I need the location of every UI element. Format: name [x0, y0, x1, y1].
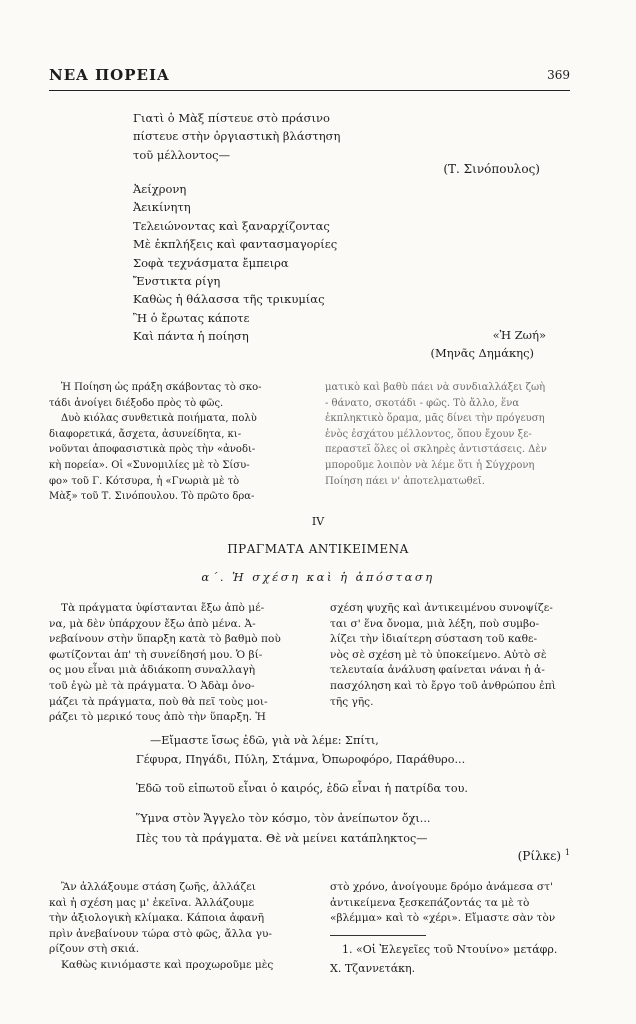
- poem-line: τοῦ μέλλοντος—: [133, 147, 231, 162]
- text-line: ματικὸ καὶ βαθὺ πάει νὰ συνδιαλλάξει ζωὴ: [325, 382, 546, 393]
- text-line: να, μὰ δὲν ὑπάρχουν ἔξω ἀπὸ μένα. Ἀ-: [49, 617, 256, 630]
- text-line: φωτίζονται ἀπ' τὴ συνείδησή μου. Ὁ βί-: [49, 648, 263, 661]
- text-line: Δυὸ κιόλας συνθετικὰ ποιήματα, πολὺ: [61, 413, 257, 425]
- text-line: νοῦνται ἀποφασιστικὰ πρὸς τὴν «ἀνοδι-: [49, 444, 256, 456]
- poem-line: Καθὼς ἡ θάλασσα τῆς τρικυμίας: [133, 292, 325, 307]
- text-line: καὶ ἡ σχέση μας μ' ἐκεῖνα. Ἀλλάζουμε: [49, 896, 255, 909]
- poem-line: Ἢ ὁ ἔρωτας κάποτε: [133, 310, 250, 325]
- text-line: μποροῦμε λοιπὸν νὰ λέμε ὅτι ἡ Σύγχρονη: [325, 459, 535, 471]
- text-line: ος μου εἶναι μιὰ ἀδιάκοπη συναλλαγὴ: [49, 664, 256, 677]
- poem-line: Ἔνστικτα ρίγη: [133, 274, 221, 289]
- poem-line: Γιατὶ ὁ Μὰξ πίστευε στὸ πράσινο: [133, 111, 330, 125]
- text-line: νεβαίνουν στὴν ὕπαρξη κατὰ τὸ βαθμὸ ποὺ: [49, 633, 281, 646]
- quote-author: (Ρίλκε): [517, 849, 562, 863]
- text-line: «βλέμμα» καὶ τὸ «χέρι». Εἴμαστε σὰν τὸν: [330, 912, 556, 925]
- text-line: Μὰξ» τοῦ Τ. Σινόπουλου. Τὸ πρῶτο δρα-: [49, 491, 255, 503]
- text-line: Καθὼς κινιόμαστε καὶ προχωροῦμε μὲς: [61, 958, 274, 971]
- poem-2-author: (Μηνᾶς Δημάκης): [430, 346, 534, 360]
- poem-1-attribution: (Τ. Σινόπουλος): [443, 162, 540, 176]
- text-line: λίζει τὴν ἰδιαίτερη σύσταση τοῦ καθε-: [330, 633, 538, 646]
- poem-line: Μὲ ἐκπλήξεις καὶ φαντασμαγορίες: [133, 237, 338, 252]
- quote-line: Πὲς του τὰ πράγματα. Θὲ νὰ μείνει κατάπληκτος—: [136, 832, 428, 845]
- text-line: - θάνατο, σκοτάδι - φῶς. Τὸ ἄλλο, ἕνα: [325, 397, 520, 409]
- text-line: ἀντικείμενα ξεσκεπάζοντάς τα μὲ τὸ: [330, 896, 530, 909]
- text-line: Ἡ Ποίηση ὡς πράξη σκάβοντας τὸ σκο-: [61, 382, 262, 393]
- poem-line: πίστευε στὴν ὀργιαστικὴ βλάστηση: [133, 129, 341, 144]
- text-line: τοῦ ἐγὼ μὲ τὰ πράγματα. Ὁ Ἀδὰμ ὀνο-: [49, 679, 255, 692]
- page-header: [49, 64, 570, 91]
- page-number: 369: [547, 68, 570, 82]
- text-line: τὴν ἀξιολογικὴ κλίμακα. Κάποια ἀφανῆ: [49, 912, 265, 925]
- text-line: ται σ' ἕνα ὄνομα, μιὰ λέξη, ποὺ συμβο-: [330, 617, 540, 630]
- text-line: ἑνὸς ἐσχάτου μέλλοντος, ὅπου ἔχουν ξε-: [325, 428, 532, 440]
- text-line: Ἂν ἀλλάξουμε στάση ζωῆς, ἀλλάζει: [61, 881, 256, 893]
- quote-line: —Εἴμαστε ἴσως ἐδῶ, γιὰ νὰ λέμε: Σπίτι,: [150, 734, 379, 747]
- text-line: στὸ χρόνο, ἀνοίγουμε δρόμο ἀνάμεσα στ': [330, 881, 553, 893]
- text-line: νὸς σὲ σχέση μὲ τὸ ὑποκείμενο. Αὐτὸ σὲ: [330, 648, 547, 661]
- text-line: τελευταία ἀνάλυση φαίνεται νάναι ἡ ἀ-: [330, 664, 545, 677]
- footnote: [330, 935, 570, 978]
- poem-2-title: «Ἡ Ζωή»: [492, 328, 546, 342]
- section-3-right-column: [330, 880, 570, 927]
- text-line: ρίζουν στὴ σκιά.: [49, 943, 140, 956]
- poem-line: Ἀεικίνητη: [133, 200, 191, 215]
- footnote-line: 1. «Οἱ Ἐλεγεῖες τοῦ Ντουίνο» μετάφρ.: [342, 943, 558, 956]
- poem-excerpt-2: [133, 180, 337, 346]
- section-title: ΠΡΑΓΜΑΤΑ ΑΝΤΙΚΕΙΜΕΝΑ: [227, 542, 409, 556]
- text-line: μάζει τὰ πράγματα, ποὺ θὰ πεῖ τοὺς μοι-: [49, 695, 268, 708]
- poem-line: Σοφὰ τεχνάσματα ἔμπειρα: [133, 255, 289, 270]
- text-line: περαστεῖ ὅλες οἱ σκληρὲς ἀντιστάσεις. Δὲν: [325, 444, 547, 456]
- section-1-right-column: [325, 380, 570, 489]
- text-line: Τὰ πράγματα ὑφίστανται ἔξω ἀπὸ μέ-: [61, 602, 265, 614]
- footnote-marker: 1: [564, 848, 570, 857]
- text-line: Ποίηση πάει ν' ἀποτελματωθεῖ.: [325, 475, 485, 487]
- footnote-line: Χ. Τζαννετάκη.: [330, 962, 416, 975]
- quote-line: Ὕμνα στὸν Ἄγγελο τὸν κόσμο, τὸν ἀνείπωτον ὄχι...: [136, 812, 431, 825]
- text-line: φο» τοῦ Γ. Κότσυρα, ἡ «Γνωριὰ μὲ τὸ: [49, 475, 240, 487]
- text-line: κὴ πορεία». Οἱ «Συνομιλίες μὲ τὸ Σίσυ-: [49, 459, 250, 471]
- section-3-left-column: [49, 880, 311, 974]
- poem-line: Τελειώνοντας καὶ ξαναρχίζοντας: [133, 218, 330, 233]
- journal-title: ΝΕΑ ΠΟΡΕΙΑ: [49, 66, 170, 84]
- text-line: πασχόληση καὶ τὸ ἔργο τοῦ ἀνθρώπου ἐπὶ: [330, 679, 556, 692]
- poem-line: Καὶ πάντα ἡ ποίηση: [133, 329, 249, 344]
- poem-line: Ἀείχρονη: [133, 182, 187, 196]
- quote-line: Γέφυρα, Πηγάδι, Πύλη, Στάμνα, Ὀπωροφόρο, Παράθυρο...: [136, 753, 466, 766]
- text-line: ράζει τὸ μερικό τους ἀπὸ τὴν ὕπαρξη. Ἡ: [49, 711, 266, 724]
- section-subtitle: α΄. Ἡ σχέση καὶ ἡ ἀπόσταση: [201, 570, 435, 584]
- text-line: τάδι ἀνοίγει διέξοδο πρὸς τὸ φῶς.: [49, 397, 224, 409]
- section-1-left-column: [49, 380, 308, 505]
- text-line: ἐκπληκτικὸ ὅραμα, μᾶς δίνει τὴν πρόγευση: [325, 413, 545, 425]
- quote-line: Ἐδῶ τοῦ εἰπωτοῦ εἶναι ὁ καιρός, ἐδῶ εἶναι ἡ πατρίδα του.: [136, 782, 468, 795]
- quote-attribution: [518, 848, 570, 863]
- poem-excerpt-1: [133, 109, 340, 164]
- section-numeral: IV: [311, 515, 325, 528]
- text-line: διαφορετικά, ἄσχετα, ἀσυνείδητα, κι-: [49, 428, 242, 440]
- text-line: σχέση ψυχῆς καὶ ἀντικειμένου συνοψίζε-: [330, 602, 553, 614]
- footnote-rule: [330, 935, 426, 936]
- section-2-left-column: [49, 601, 311, 726]
- section-2-right-column: [330, 601, 570, 710]
- text-line: τῆς γῆς.: [330, 695, 374, 708]
- text-line: πρὶν ἀνεβαίνουν τώρα στὸ φῶς, ἄλλα γυ-: [49, 927, 272, 940]
